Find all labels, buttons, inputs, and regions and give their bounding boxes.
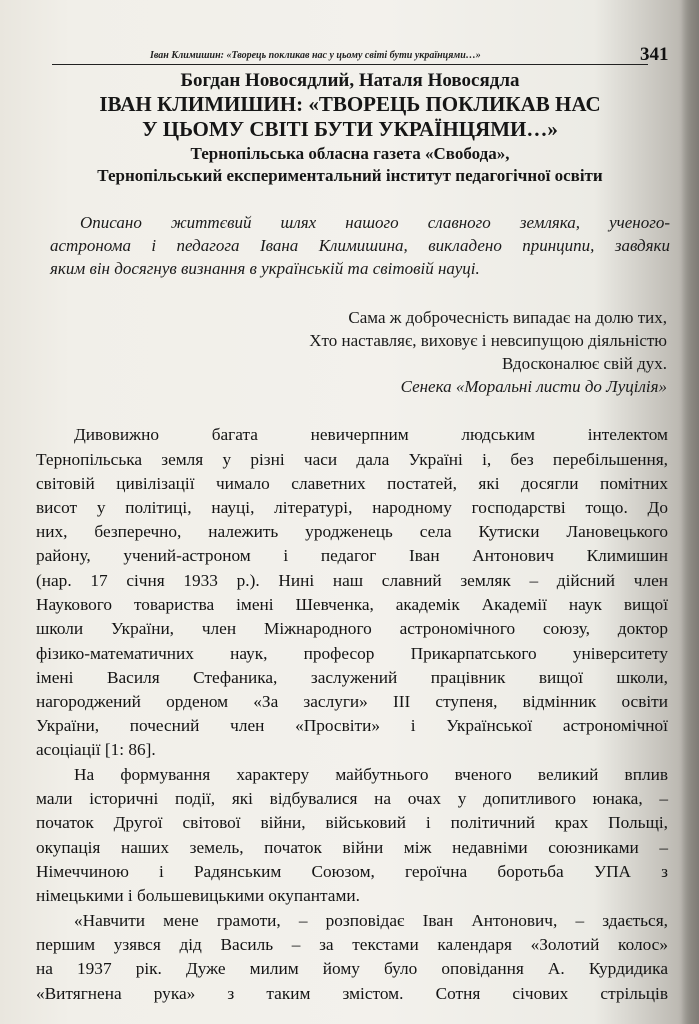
abstract-line: астронома і педагога Івана Климишина, викладено принципи, завдяки (50, 236, 670, 255)
body-text-line: початок Другої світової війни, військовий і політичний крах Польщі, (36, 813, 668, 832)
epigraph-line: Хто наставляє, виховує і невсипущою діяльністю (309, 331, 667, 350)
epigraph-line: Сама ж доброчесність випадає на долю тих, (348, 308, 667, 327)
affiliation-line: Тернопільський експериментальний інститут педагогічної освіти (97, 166, 603, 185)
article-authors: Богдан Новосядлий, Наталя Новосядла (180, 70, 520, 91)
page-number: 341 (640, 44, 669, 65)
article-title-line: ІВАН КЛИМИШИН: «ТВОРЕЦЬ ПОКЛИКАВ НАС (99, 92, 601, 116)
epigraph-attribution: Сенека «Моральні листи до Луцілія» (400, 377, 667, 396)
body-text-line: Німеччиною і Радянським Союзом, героїчна боротьба УПА з (36, 862, 668, 881)
body-text-line: імені Василя Стефаника, заслужений працівник вищої школи, (36, 668, 668, 687)
article-title-line: У ЦЬОМУ СВІТІ БУТИ УКРАЇНЦЯМИ…» (142, 117, 558, 141)
body-text-line: на 1937 рік. Дуже милим йому було оповідання А. Курдидика (36, 959, 668, 978)
body-text-line: школи України, член Міжнародного астрономічного союзу, доктор (36, 619, 668, 638)
body-text-line: німецькими і большевицькими окупантами. (36, 886, 360, 905)
body-text-line: «Витягнена рука» з таким змістом. Сотня січових стрільців (36, 984, 668, 1003)
body-text-line: України, почесний член «Просвіти» і Української астрономічної (36, 716, 668, 735)
body-text-line: мали історичні події, які відбувалися на очах у допитливого юнака, – (36, 789, 668, 808)
body-text-line: нагороджений орденом «За заслуги» III ступеня, відмінник освіти (36, 692, 668, 711)
header-rule (52, 64, 648, 65)
body-text-line: Дивовижно багата невичерпним людським інтелектом (74, 425, 668, 444)
page-edge-shadow (681, 0, 699, 1024)
body-text-line: Наукового товариства імені Шевченка, академік Академії наук вищої (36, 595, 668, 614)
body-text-line: світовій цивілізації чимало славетних постатей, які досягли помітних (36, 474, 668, 493)
abstract-line: Описано життєвий шлях нашого славного земляка, ученого- (80, 213, 670, 232)
body-text-line: висот у політиці, науці, літературі, народному господарстві тощо. До (36, 498, 668, 517)
body-text-line: «Навчити мене грамоти, – розповідає Іван Антонович, – здається, (74, 911, 668, 930)
body-text-line: (нар. 17 січня 1933 р.). Нині наш славний земляк – дійсний член (36, 571, 668, 590)
body-text-line: окупація наших земель, початок війни між недавніми союзниками – (36, 838, 668, 857)
body-text-line: На формування характеру майбутнього вченого великий вплив (74, 765, 668, 784)
running-title: Іван Климишин: «Творець покликав нас у цьому світі бути українцями…» (150, 50, 481, 61)
body-text-line: фізико-математичних наук, професор Прикарпатського університету (36, 644, 668, 663)
body-text-line: району, учений-астроном і педагог Іван Антонович Климишин (36, 546, 668, 565)
abstract-line: яким він досягнув визнання в українській та світовій науці. (50, 259, 480, 278)
body-text-line: Тернопільська земля у різні часи дала Україні і, без перебільшення, (36, 450, 668, 469)
epigraph-line: Вдосконалює свій дух. (502, 354, 667, 373)
body-text-line: асоціації [1: 86]. (36, 740, 156, 759)
affiliation-line: Тернопільська обласна газета «Свобода», (190, 144, 510, 163)
body-text-line: них, безперечно, належить уродженець села Кутиски Лановецького (36, 522, 668, 541)
body-text-line: першим узявся дід Василь – за текстами календаря «Золотий колос» (36, 935, 668, 954)
